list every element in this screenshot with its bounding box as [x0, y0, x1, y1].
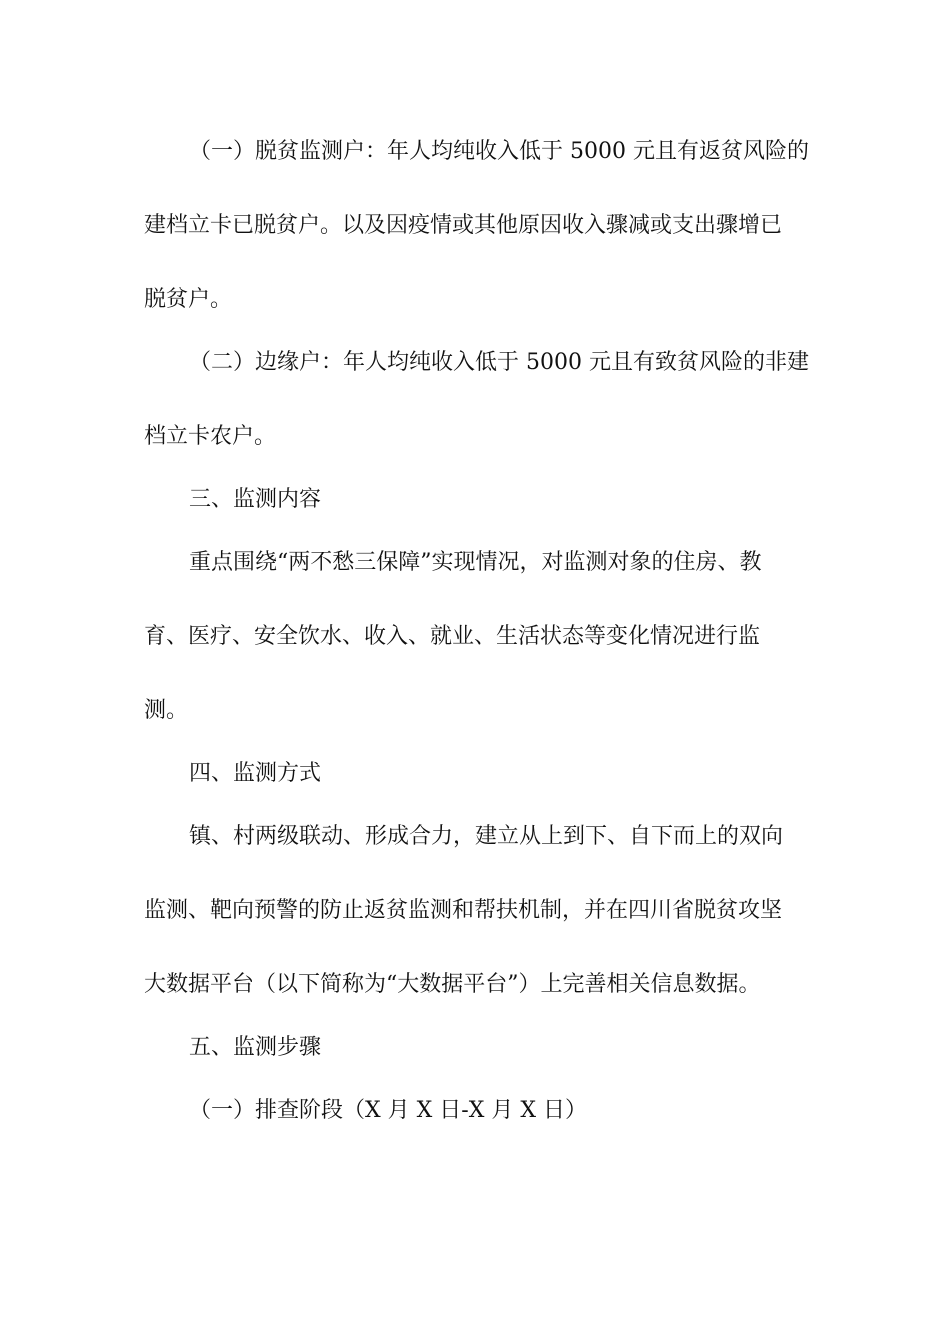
paragraph-edge-households: （二）边缘户：年人均纯收入低于 5000 元且有致贫风险的非建: [189, 350, 809, 375]
paragraph-monitoring-method: 镇、村两级联动、形成合力，建立从上到下、自下而上的双向: [189, 824, 784, 849]
paragraph-line: 建档立卡已脱贫户。以及因疫情或其他原因收入骤减或支出骤增已: [144, 213, 783, 238]
paragraph-line: 测。: [144, 698, 189, 723]
paragraph-line: 大数据平台（以下简称为“大数据平台”）上完善相关信息数据。: [144, 972, 761, 997]
section-heading-monitoring-steps: 五、监测步骤: [189, 1035, 322, 1060]
paragraph-monitoring-content: 重点围绕“两不愁三保障”实现情况，对监测对象的住房、教: [189, 550, 762, 575]
paragraph-line: 档立卡农户。: [144, 424, 277, 449]
section-heading-monitoring-method: 四、监测方式: [189, 761, 322, 786]
paragraph-line: 监测、靶向预警的防止返贫监测和帮扶机制，并在四川省脱贫攻坚: [144, 898, 783, 923]
paragraph-line: 脱贫户。: [144, 287, 233, 312]
subheading-investigation-stage: （一）排查阶段（X 月 X 日-X 月 X 日）: [189, 1098, 588, 1123]
section-heading-monitoring-content: 三、监测内容: [189, 487, 322, 512]
paragraph-poverty-monitoring-households: （一）脱贫监测户：年人均纯收入低于 5000 元且有返贫风险的: [189, 139, 809, 164]
paragraph-line: 育、医疗、安全饮水、收入、就业、生活状态等变化情况进行监: [144, 624, 761, 649]
